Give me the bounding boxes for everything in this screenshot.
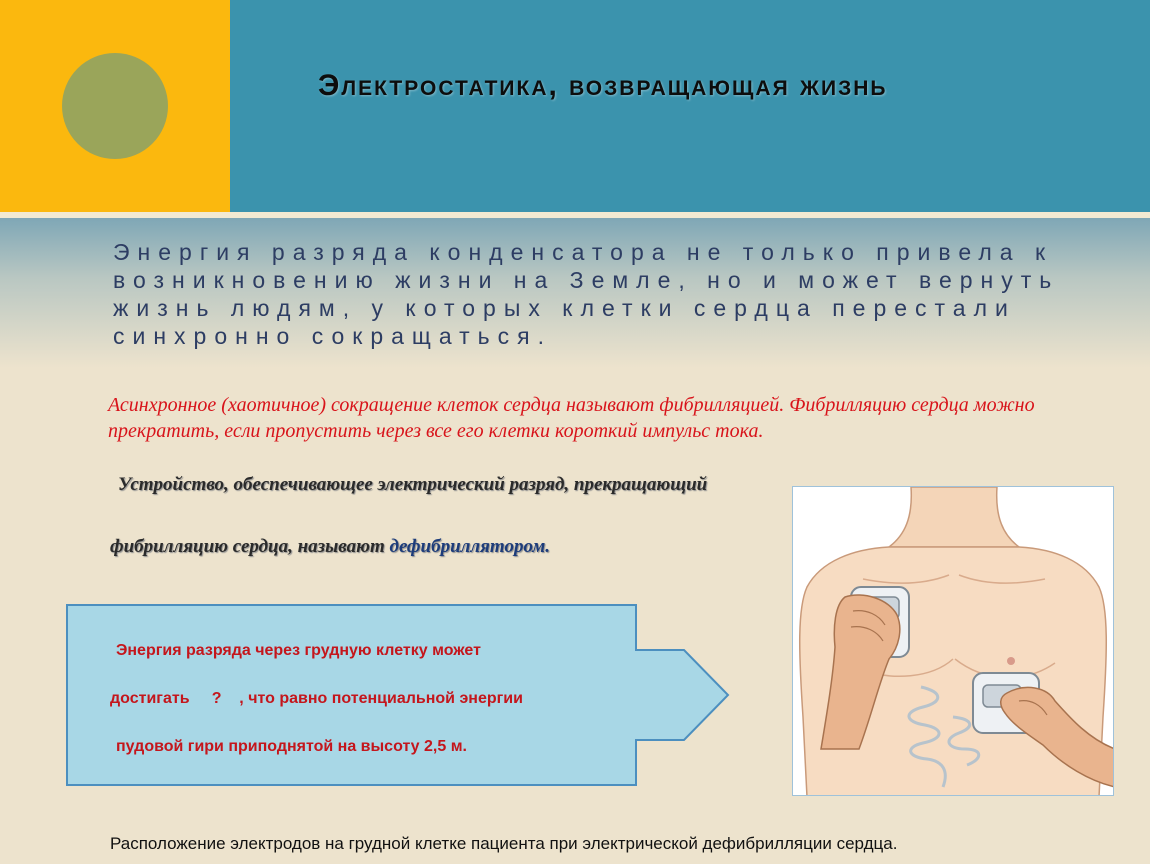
defibrillator-chest-illustration xyxy=(792,486,1114,796)
fibrillation-note: Асинхронное (хаотичное) сокращение клеток сердца называют фибрилляцией. Фибрилляцию сердца можно прекратить, если пропустить через все его клетки короткий импульс тока. xyxy=(108,394,1035,442)
decorative-circle xyxy=(62,53,168,159)
device-definition-line-1: Устройство, обеспечивающее электрический разряд, прекращающий xyxy=(118,474,708,495)
callout-line-1: Энергия разряда через грудную клетку может xyxy=(116,642,481,659)
defibrillator-term: дефибриллятором. xyxy=(389,536,550,557)
device-definition-prefix: фибрилляцию сердца, называют xyxy=(110,536,390,557)
slide-title: Электростатика, возвращающая жизнь xyxy=(318,69,888,102)
chest-electrodes-drawing xyxy=(793,487,1114,796)
device-definition-line-2 xyxy=(110,536,790,558)
illustration-caption: Расположение электродов на грудной клетке пациента при электрической дефибрилляции сердца. xyxy=(110,834,898,853)
callout-line-2: достигать ? , что равно потенциальной энергии xyxy=(110,690,523,707)
header-accent-block xyxy=(0,0,230,212)
callout-line-3: пудовой гири приподнятой на высоту 2,5 м. xyxy=(116,738,467,755)
intro-text: Энергия разряда конденсатора не только привела к возникновению жизни на Земле, но и может вернуть жизнь людям, у которых клетки сердца перестали синхронно сокращаться. xyxy=(113,239,1060,349)
